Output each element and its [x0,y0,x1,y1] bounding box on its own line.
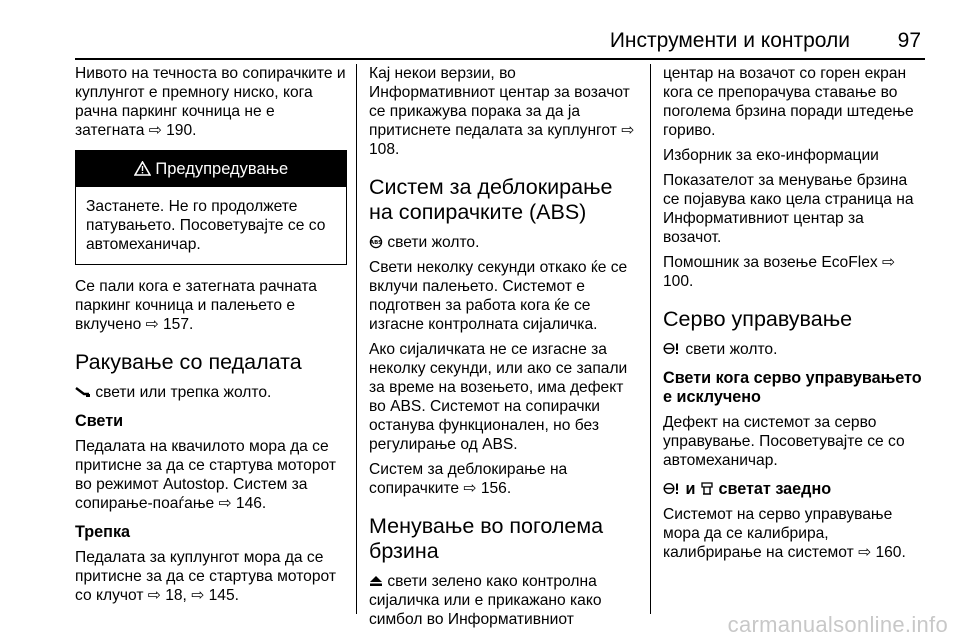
warning-header [76,151,346,187]
column-divider [356,64,357,614]
warning-triangle-icon [134,160,156,178]
section-heading-pedal: Ракување со педалата [75,350,302,374]
section-heading-shift: Менување во поголема брзина [369,514,604,563]
subheading-lit: Свети [75,412,124,430]
abs-warning-icon [369,233,383,252]
page-header [75,28,925,60]
column-divider [650,64,651,614]
abs-status-text: свети жолто. [387,234,480,251]
together-heading-suffix: светат заедно [718,480,832,498]
warning-text: Застанете. Не го продолжете патувањето. Посоветувајте се со автомеханичар. [86,198,326,253]
page-number: 97 [897,29,921,52]
lights-paragraph: Се пали кога е затегната рачната паркинг кочница и палењето е вклучено ⇨ 157. [75,278,317,333]
watermark: carmanualsonline.info [727,612,948,637]
servo-status-line [663,340,925,359]
shift-up-icon [369,572,383,591]
subheading-servo-off: Свети кога серво управувањето е исклучено [663,369,922,406]
flash-paragraph: Педалата за куплунгот мора да се притисне за да се стартува моторот со клучот ⇨ 18, ⇨ 145. [75,549,336,604]
section-heading-servo: Серво управување [663,307,853,331]
shift-paragraph-text: свети зелено како контролна сијаличка или е прикажано како симбол во Информативниот [369,573,602,628]
together-paragraph: Системот на серво управување мора да се калибрира, калибрирање на системот ⇨ 160. [663,506,906,561]
clutch-pedal-icon [75,383,91,402]
eco-menu-paragraph: Изборник за еко-информации [663,147,879,164]
engine-service-icon [700,480,714,499]
steering-wheel-warning-icon [663,340,681,359]
eco-page-paragraph: Показателот за менување брзина се појавува како цела страница на Информативниот центар за возачот. [663,172,914,246]
subheading-together [663,480,925,499]
together-heading-text: и [685,480,696,498]
servo-off-paragraph: Дефект на системот за серво управување. Посоветувајте се со автомеханичар. [663,414,905,469]
steering-wheel-warning-icon [663,480,681,499]
subheading-flash: Трепка [75,523,131,541]
shift-paragraph [369,572,637,629]
servo-status-text: свети жолто. [685,341,778,358]
abs-status-line [369,233,637,252]
pedal-status-line [75,383,347,402]
pedal-status-text: свети или трепка жолто. [95,384,272,401]
lit-paragraph: Педалата на квачилото мора да се притисне за да се стартува моторот во режимот Autostop. Систем за сопирање-поаѓање ⇨ 146. [75,438,336,512]
shift-continued-paragraph: центар на возачот со горен екран кога се препорачува ставање во поголема брзина поради штедење гориво. [663,65,914,139]
warning-title: Предупредување [155,160,289,178]
section-heading-abs: Систем за деблокирање на сопирачките (ABS) [369,175,613,224]
intro-paragraph: Нивото на течноста во сопирачките и куплунгот е премногу ниско, кога рачна паркинг кочница не е затегната ⇨ 190. [75,65,346,139]
abs-paragraph-2: Ако сијаличката не се изгасне за неколку секунди, или ако се запали за време на возењето, има дефект во ABS. Системот на сопирачки останува функционален, но без регулирање од ABS. [369,341,628,453]
ecoflex-paragraph: Помошник за возење EcoFlex ⇨ 100. [663,254,896,290]
warning-box [75,150,347,265]
column-3 [663,64,925,568]
abs-paragraph-1: Свети неколку секунди откако ќе се вклучи палењето. Системот е подготвен за работа кога ќе се изгасне контролната сијаличка. [369,259,628,333]
column-1 [75,64,347,611]
column-2 [369,64,637,635]
header-title: Инструменти и контроли [609,29,850,52]
abs-paragraph-3: Систем за деблокирање на сопирачките ⇨ 156. [369,461,568,497]
versions-paragraph: Кај некои верзии, во Информативниот центар за возачот се прикажува порака за да ја притиснете педалата за куплунгот ⇨ 108. [369,65,635,158]
svg-text:ABS: ABS [369,240,383,247]
